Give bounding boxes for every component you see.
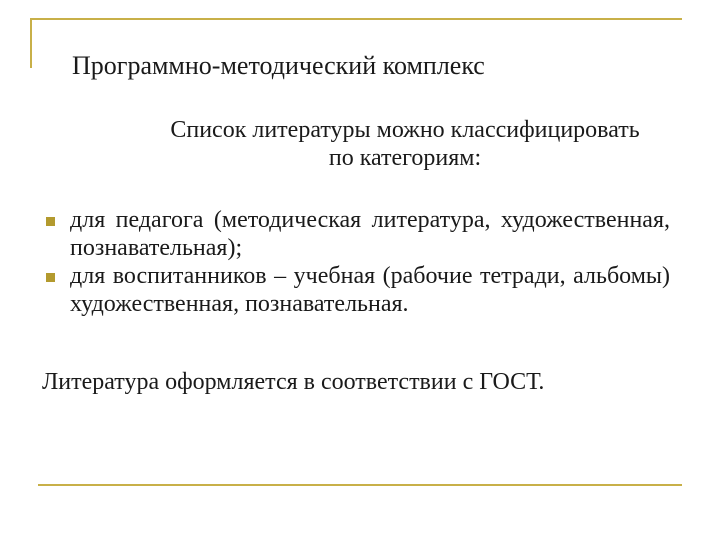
subtitle-line-2: по категориям: <box>328 145 482 171</box>
square-bullet-icon <box>46 273 55 282</box>
frame-top-line <box>30 18 682 20</box>
square-bullet-icon <box>46 217 55 226</box>
bullet-item-teacher <box>46 206 670 262</box>
subtitle-line-1: Список литературы можно классифицировать <box>170 117 640 143</box>
slide-subtitle <box>100 116 710 172</box>
slide-title: Программно-методический комплекс <box>72 51 485 80</box>
frame-bottom-line <box>38 484 682 486</box>
bullet-text-pupils: для воспитанников – учебная (рабочие тетради, альбомы) художественная, познавательная. <box>70 263 670 317</box>
bullet-list <box>46 206 670 318</box>
gost-note: Литература оформляется в соответствии с ГОСТ. <box>42 369 545 395</box>
frame-left-line <box>30 18 32 68</box>
bullet-text-teacher: для педагога (методическая литература, художественная, познавательная); <box>70 207 670 261</box>
bullet-item-pupils <box>46 262 670 318</box>
